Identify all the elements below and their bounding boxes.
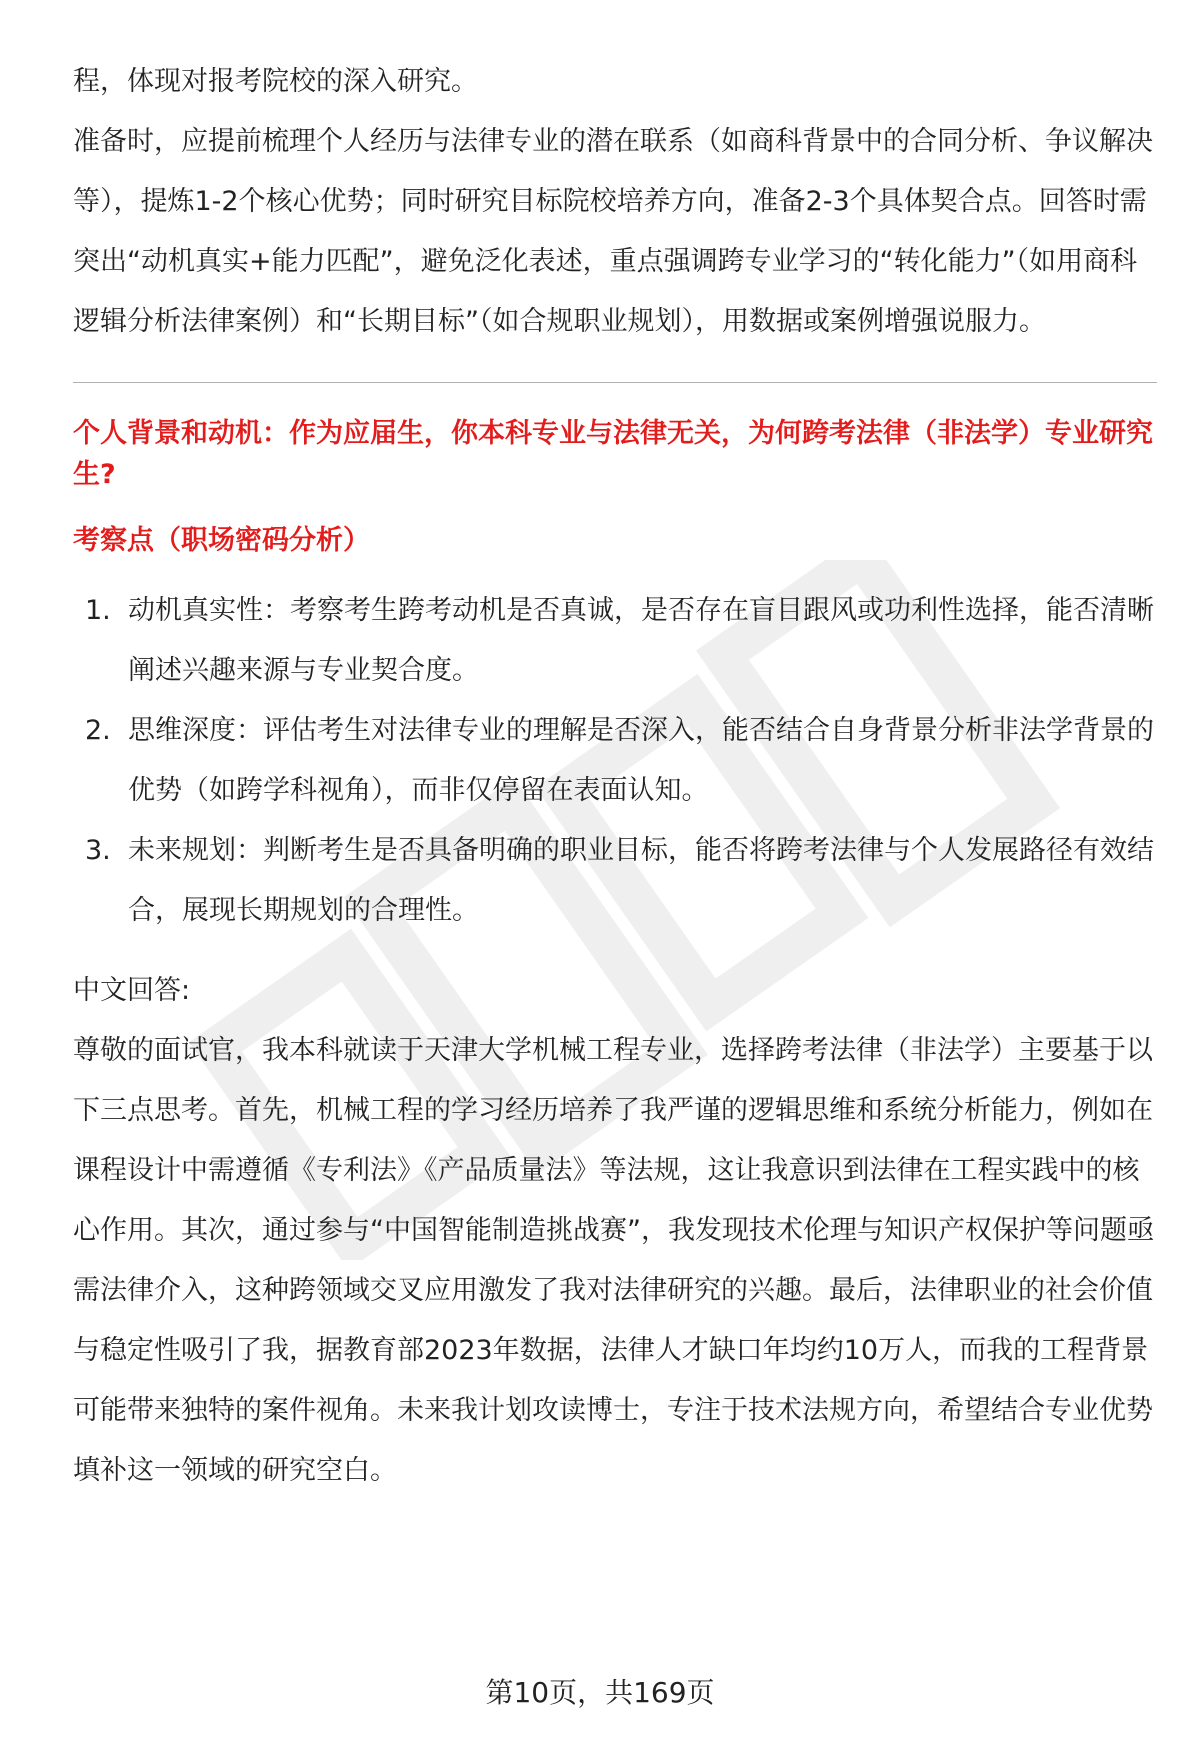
page-number-footer: 第10页，共169页: [485, 1676, 715, 1709]
list-item: [73, 701, 1157, 821]
intro-paragraph-1: 程，体现对报考院校的深入研究。: [73, 66, 478, 97]
list-item-text: 动机真实性：考察考生跨考动机是否真诚，是否存在盲目跟风或功利性选择，能否清晰阐述兴趣来源与专业契合度。: [128, 595, 1154, 686]
answer-paragraph: 尊敬的面试官，我本科就读于天津大学机械工程专业，选择跨考法律（非法学）主要基于以下三点思考。首先，机械工程的学习经历培养了我严谨的逻辑思维和系统分析能力，例如在课程设计中需遵循《专利法》《产品质量法》等法规，这让我意识到法律在工程实践中的核心作用。其次，通过参与“中国智能制造挑战赛”，我发现技术伦理与知识产权保护等问题亟需法律介入，这种跨领域交叉应用激发了我对法律研究的兴趣。最后，法律职业的社会价值与稳定性吸引了我，据教育部2023年数据，法律人才缺口年均约10万人，而我的工程背景可能带来独特的案件视角。未来我计划攻读博士，专注于技术法规方向，希望结合专业优势填补这一领域的研究空白。: [73, 1035, 1154, 1486]
list-item-number: 2.: [85, 715, 111, 746]
section-divider: [73, 382, 1157, 383]
exam-points-heading: 考察点（职场密码分析）: [73, 525, 370, 556]
list-item-number: 1.: [85, 595, 111, 626]
intro-paragraph-2: 准备时，应提前梳理个人经历与法律专业的潜在联系（如商科背景中的合同分析、争议解决等），提炼1-2个核心优势；同时研究目标院校培养方向，准备2-3个具体契合点。回答时需突出“动机真实+能力匹配”，避免泛化表述，重点强调跨专业学习的“转化能力”（如用商科逻辑分析法律案例）和“长期目标”（如合规职业规划），用数据或案例增强说服力。: [73, 126, 1153, 337]
list-item-text: 未来规划：判断考生是否具备明确的职业目标，能否将跨考法律与个人发展路径有效结合，展现长期规划的合理性。: [128, 835, 1154, 926]
question-heading: 个人背景和动机：作为应届生，你本科专业与法律无关，为何跨考法律（非法学）专业研究生?: [73, 418, 1153, 490]
list-item: [73, 581, 1157, 701]
list-item-text: 思维深度：评估考生对法律专业的理解是否深入，能否结合自身背景分析非法学背景的优势（如跨学科视角），而非仅停留在表面认知。: [128, 715, 1154, 806]
list-item-number: 3.: [85, 835, 111, 866]
list-item: [73, 821, 1157, 941]
answer-label: 中文回答:: [73, 975, 191, 1006]
document-page: [73, 52, 1157, 1501]
exam-points-list: [73, 581, 1157, 941]
